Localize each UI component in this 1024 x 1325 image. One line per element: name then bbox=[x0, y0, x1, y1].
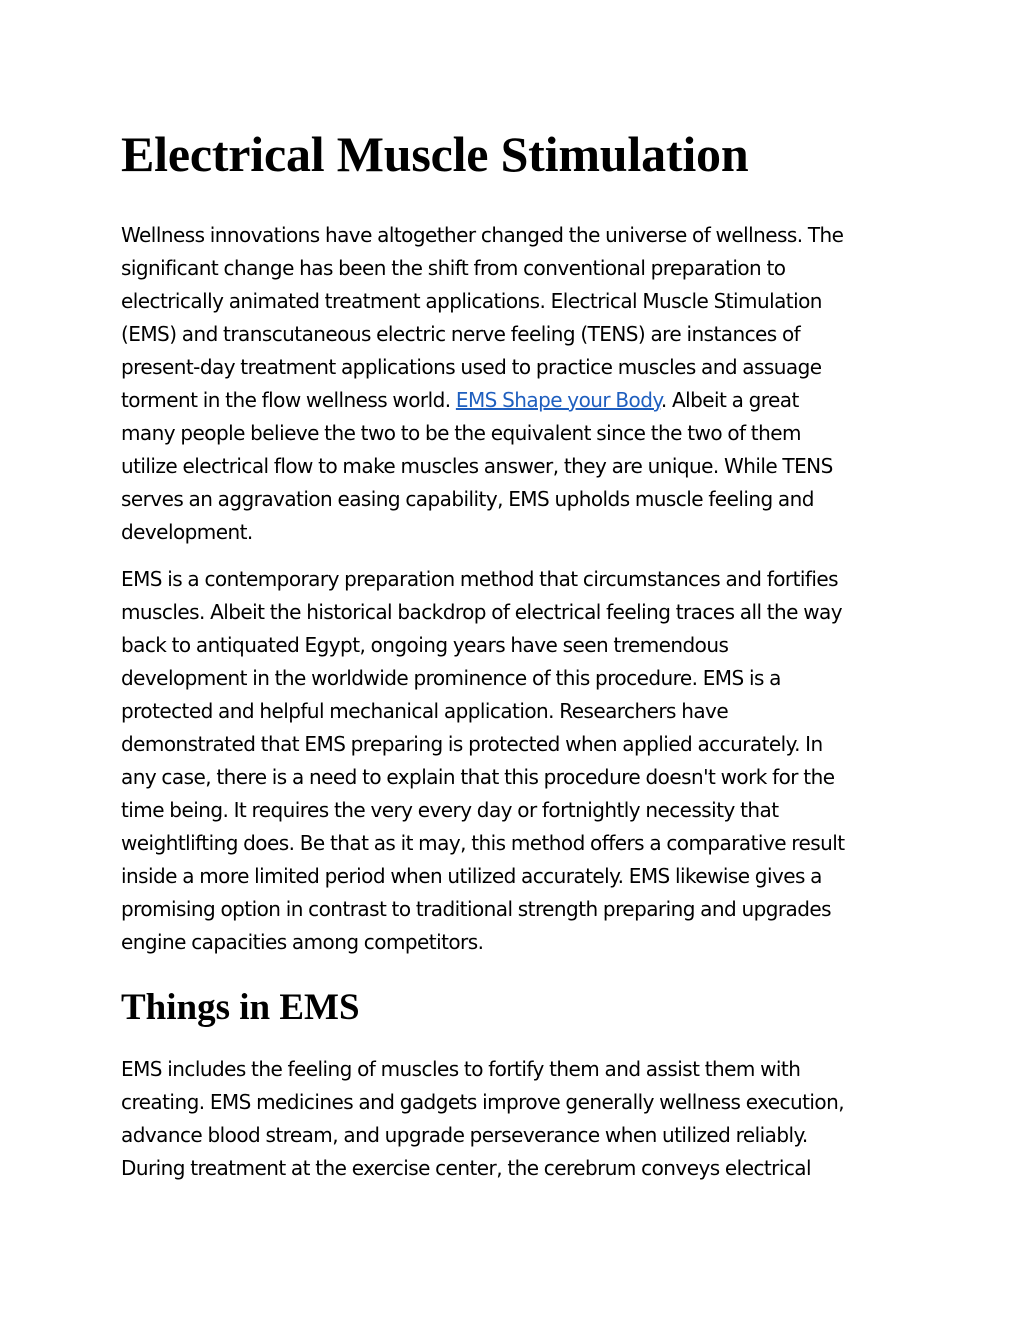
paragraph-line-with-link bbox=[121, 384, 911, 417]
paragraph-line: present-day treatment applications used to practice muscles and assuage bbox=[121, 355, 822, 379]
paragraph-line: any case, there is a need to explain that this procedure doesn't work for the bbox=[121, 765, 835, 789]
paragraph-line: significant change has been the shift from conventional preparation to bbox=[121, 256, 786, 280]
paragraph-line: (EMS) and transcutaneous electric nerve feeling (TENS) are instances of bbox=[121, 322, 801, 346]
section-heading-things-in-ems: Things in EMS bbox=[121, 987, 360, 1028]
paragraph-line: time being. It requires the very every day or fortnightly necessity that bbox=[121, 798, 779, 822]
paragraph-line: many people believe the two to be the equivalent since the two of them bbox=[121, 421, 801, 445]
ems-description-paragraph bbox=[121, 563, 911, 959]
paragraph-line: back to antiquated Egypt, ongoing years have seen tremendous bbox=[121, 633, 729, 657]
paragraph-line: muscles. Albeit the historical backdrop of electrical feeling traces all the way bbox=[121, 600, 843, 624]
paragraph-line: During treatment at the exercise center, the cerebrum conveys electrical bbox=[121, 1156, 812, 1180]
intro-paragraph bbox=[121, 219, 911, 549]
paragraph-line: demonstrated that EMS preparing is protected when applied accurately. In bbox=[121, 732, 823, 756]
link-line-prefix: torment in the flow wellness world. bbox=[121, 388, 456, 412]
paragraph-line: inside a more limited period when utilized accurately. EMS likewise gives a bbox=[121, 864, 822, 888]
paragraph-line: utilize electrical flow to make muscles answer, they are unique. While TENS bbox=[121, 454, 833, 478]
things-in-ems-paragraph bbox=[121, 1053, 911, 1185]
link-line-suffix: . Albeit a great bbox=[660, 388, 799, 412]
page-title: Electrical Muscle Stimulation bbox=[121, 126, 749, 182]
paragraph-line: electrically animated treatment applications. Electrical Muscle Stimulation bbox=[121, 289, 822, 313]
paragraph-line: development. bbox=[121, 520, 253, 544]
paragraph-line: EMS is a contemporary preparation method that circumstances and fortifies bbox=[121, 567, 839, 591]
paragraph-line: protected and helpful mechanical application. Researchers have bbox=[121, 699, 729, 723]
paragraph-line: Wellness innovations have altogether changed the universe of wellness. The bbox=[121, 223, 844, 247]
paragraph-line: creating. EMS medicines and gadgets improve generally wellness execution, bbox=[121, 1090, 845, 1114]
ems-shape-your-body-link[interactable]: EMS Shape your Body bbox=[455, 388, 661, 412]
paragraph-line: promising option in contrast to traditional strength preparing and upgrades bbox=[121, 897, 832, 921]
paragraph-line: advance blood stream, and upgrade perseverance when utilized reliably. bbox=[121, 1123, 808, 1147]
paragraph-line: development in the worldwide prominence of this procedure. EMS is a bbox=[121, 666, 781, 690]
paragraph-line: engine capacities among competitors. bbox=[121, 930, 484, 954]
paragraph-line: weightlifting does. Be that as it may, this method offers a comparative result bbox=[121, 831, 845, 855]
paragraph-line: EMS includes the feeling of muscles to fortify them and assist them with bbox=[121, 1057, 801, 1081]
paragraph-line: serves an aggravation easing capability, EMS upholds muscle feeling and bbox=[121, 487, 814, 511]
